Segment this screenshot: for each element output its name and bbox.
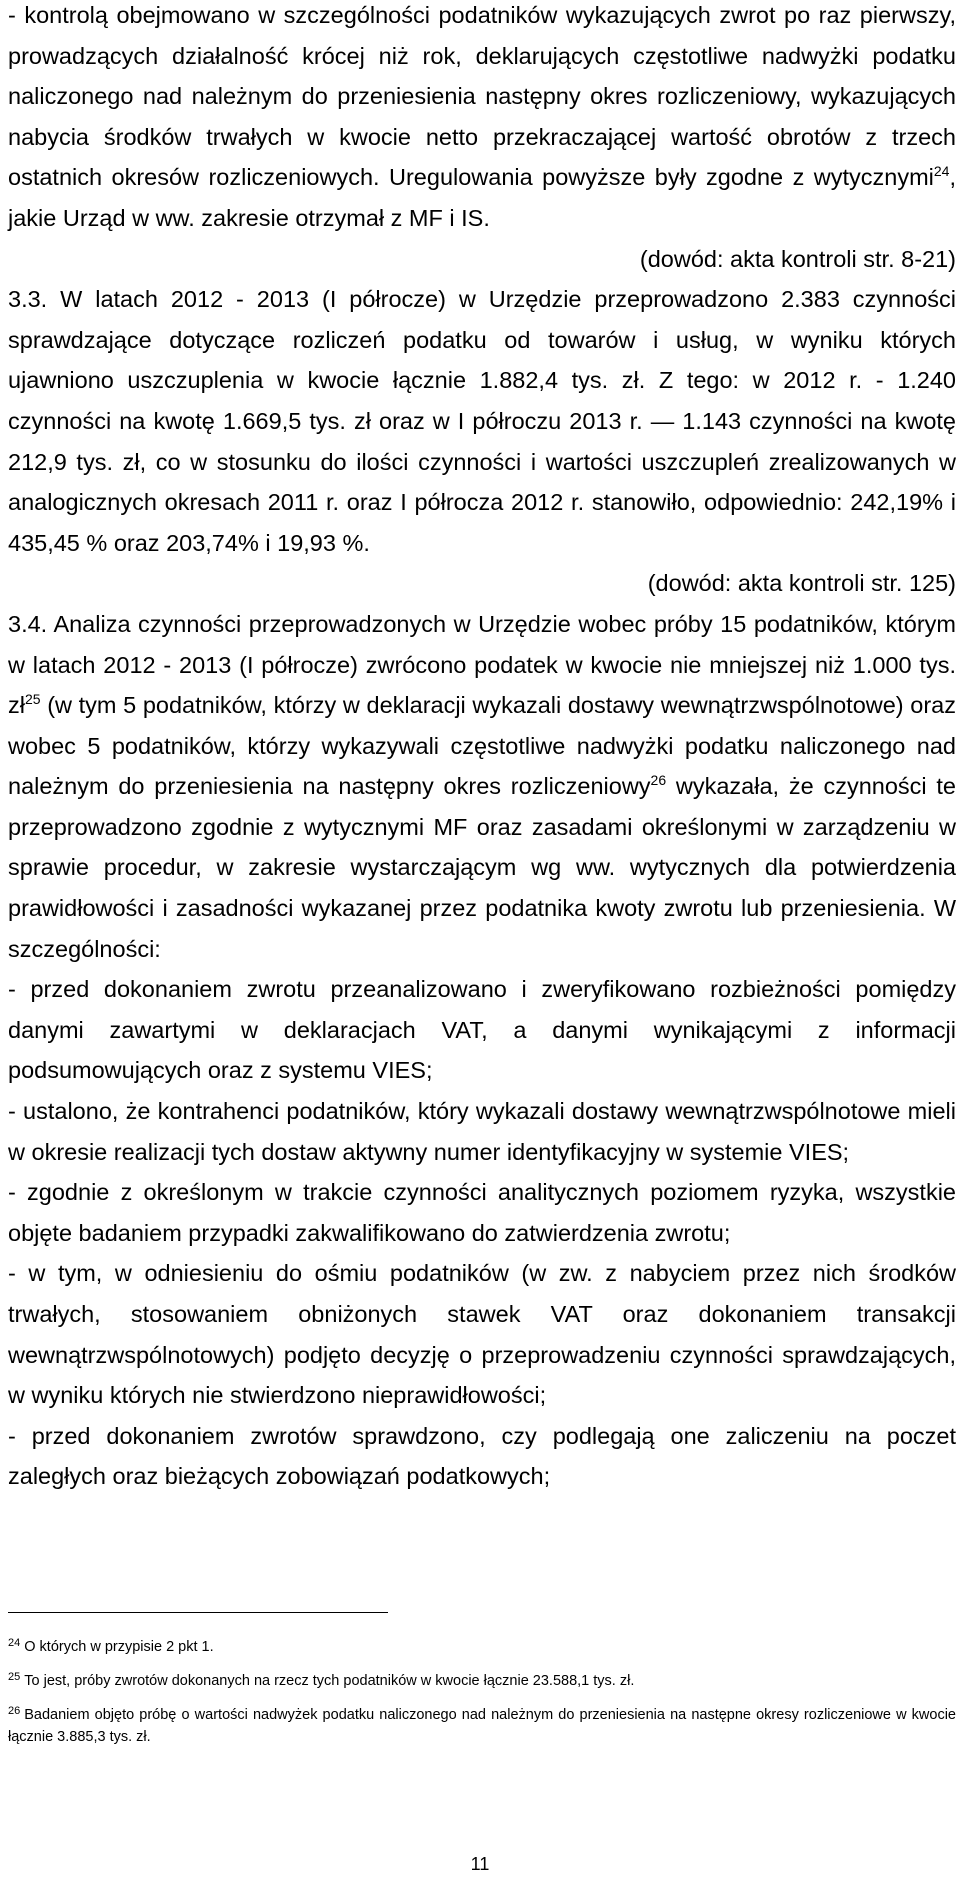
footnote-number: 24 (8, 1637, 21, 1649)
footnotes (8, 1632, 956, 1756)
paragraph-intro (8, 0, 956, 239)
paragraph-text-continued: , jakie Urząd w ww. zakresie otrzymał z MF i IS. (8, 164, 956, 231)
footnote-text: Badaniem objęto próbę o wartości nadwyżek podatku naliczonego nad należnym do przeniesienia na następne okresy rozliczeniowe w kwocie łącznie 3.885,3 tys. zł. (8, 1707, 956, 1745)
evidence-source: (dowód: akta kontroli str. 8-21) (639, 245, 956, 272)
footnote-number: 25 (8, 1671, 21, 1683)
bullet-item: - ustalono, że kontrahenci podatników, który wykazali dostawy wewnątrzwspólnotowe mieli w okresie realizacji tych dostaw aktywny numer identyfikacyjny w systemie VIES; (8, 1098, 956, 1165)
paragraph-text: - kontrolą obejmowano w szczególności podatników wykazujących zwrot po raz pierwszy, prowadzących działalność krócej niż rok, deklarujących częstotliwe nadwyżki podatku naliczonego nad należnym do przeniesienia następny okres rozliczeniowy, wykazujących nabycia środków trwałych w kwocie netto przekraczającej wartość obrotów z trzech ostatnich okresów rozliczeniowych. Uregulowania powyższe były zgodne z wytycznymi (8, 2, 956, 191)
footnote-item (8, 1666, 956, 1692)
footnote-separator (8, 1612, 388, 1613)
paragraph-text-continued: wykazała, że czynności te przeprowadzono zgodnie z wytycznymi MF oraz zasadami określonymi w zarządzeniu w sprawie procedur, w zakresie wystarczającym wg ww. wytycznych dla potwierdzenia prawidłowości i zasadności wykazanej przez podatnika kwoty zwrotu lub przeniesienia. W szczególności: (8, 773, 956, 962)
footnote-ref-24: 24 (933, 163, 950, 180)
page-number: 11 (470, 1854, 490, 1874)
paragraph-section-3-3: 3.3. W latach 2012 - 2013 (I półrocze) w Urzędzie przeprowadzono 2.383 czynności sprawdzające dotyczące rozliczeń podatku od towarów i usług, w wyniku których ujawniono uszczuplenia w kwocie łącznie 1.882,4 tys. zł. Z tego: w 2012 r. - 1.240 czynności na kwotę 1.669,5 tys. zł oraz w I półroczu 2013 r. — 1.143 czynności na kwotę 212,9 tys. zł, co w stosunku do ilości czynności i wartości uszczupleń zrealizowanych w analogicznych okresach 2011 r. oraz I półrocza 2012 r. stanowiło, odpowiednio: 242,19% i 435,45 % oraz 203,74% i 19,93 %. (8, 286, 956, 556)
footnote-number: 26 (8, 1705, 21, 1717)
paragraph-section-3-4 (8, 604, 956, 969)
bullet-item: - w tym, w odniesieniu do ośmiu podatników (w zw. z nabyciem przez nich środków trwałych, stosowaniem obniżonych stawek VAT oraz dokonaniem transakcji wewnątrzwspólnotowych) podjęto decyzję o przeprowadzeniu czynności sprawdzających, w wyniku których nie stwierdzono nieprawidłowości; (8, 1260, 956, 1409)
footnote-ref-26: 26 (650, 772, 667, 789)
evidence-source: (dowód: akta kontroli str. 125) (647, 570, 956, 597)
bullet-item: - zgodnie z określonym w trakcie czynności analitycznych poziomem ryzyka, wszystkie objęte badaniem przypadki zakwalifikowano do zatwierdzenia zwrotu; (8, 1179, 956, 1246)
footnote-item (8, 1700, 956, 1748)
footnote-text: To jest, próby zwrotów dokonanych na rzecz tych podatników w kwocie łącznie 23.588,1 tys. zł. (24, 1673, 635, 1689)
main-text (8, 0, 956, 1497)
paragraph-text-continued: (w tym 5 podatników, którzy w deklaracji wykazali dostawy wewnątrzwspólnotowe) oraz wobec 5 podatników, którzy wykazywali częstotliwe nadwyżki podatku naliczonego nad należnym do przeniesienia na następny okres rozliczeniowy (8, 692, 956, 800)
footnote-item (8, 1632, 956, 1658)
paragraph-text: 3.4. Analiza czynności przeprowadzonych w Urzędzie wobec próby 15 podatników, którym w latach 2012 - 2013 (I półrocze) zwrócono podatek w kwocie nie mniejszej niż 1.000 tys. zł (8, 610, 956, 719)
footnote-ref-25: 25 (24, 691, 41, 708)
bullet-item: - przed dokonaniem zwrotów sprawdzono, czy podlegają one zaliczeniu na poczet zaległych oraz bieżących zobowiązań podatkowych; (8, 1422, 956, 1490)
footnote-text: O których w przypisie 2 pkt 1. (24, 1639, 214, 1655)
bullet-item: - przed dokonaniem zwrotu przeanalizowano i zweryfikowano rozbieżności pomiędzy danymi zawartymi w deklaracjach VAT, a danymi wynikającymi z informacji podsumowujących oraz z systemu VIES; (8, 976, 956, 1084)
